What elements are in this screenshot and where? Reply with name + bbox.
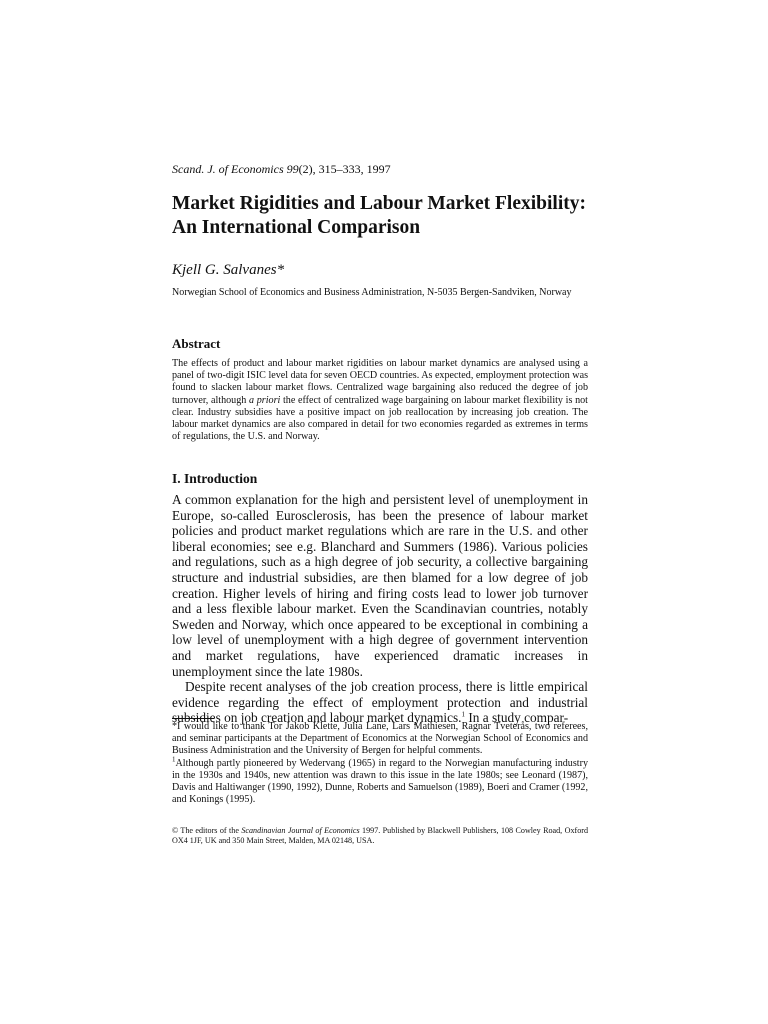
introduction-paragraph-1: A common explanation for the high and persistent level of unemployment in Europe, so-called Eurosclerosis, has been the presence of labour market policies and product market regulations which are rare in the U.S. and other liberal economies; see e.g. Blanchard and Summers (1986). Various policies and regulations, such as a high degree of job security, a collective bargaining structure and industrial subsidies, are then blamed for a low degree of job creation. Higher levels of hiring and firing costs lead to lower job turnover and a less flexible labour market. Even the Scandinavian countries, notably Sweden and Norway, which once appeared to be exceptional in combining a low level of unemployment with a high degree of government intervention and market regulations, have experienced dramatic increases in unemployment since the late 1980s. bbox=[172, 492, 588, 679]
abstract-emphasis: a priori bbox=[249, 394, 281, 406]
copyright-notice bbox=[172, 826, 588, 846]
introduction-body bbox=[172, 492, 588, 726]
abstract-text bbox=[172, 358, 588, 443]
author-name: Kjell G. Salvanes* bbox=[172, 262, 285, 278]
journal-volume: 99 bbox=[286, 162, 299, 176]
abstract-heading: Abstract bbox=[172, 336, 221, 351]
footnote-1 bbox=[172, 755, 588, 807]
journal-name: Scand. J. of Economics bbox=[172, 162, 284, 176]
journal-reference bbox=[172, 162, 391, 177]
abstract-text-part-2: the effect of centralized wage bargaining on labour market flexibility is not clear. Industry subsidies have a positive impact on job reallocation by increasing job creation. The labour market dynamics are also compared in detail for two economies regarded as extremes in terms of regulations, the U.S. and Norway. bbox=[172, 394, 588, 443]
introduction-paragraph-2 bbox=[172, 679, 588, 726]
footnote-1-text: Although partly pioneered by Wedervang (1965) in regard to the Norwegian manufacturing industry in the 1930s and 1940s, new attention was drawn to this issue in the late 1980s; see Leonard (1987), Davis and Haltiwanger (1990, 1992), Dunne, Roberts and Samuelson (1989), Boeri and Cramer (1992, and Konings (1995). bbox=[172, 757, 588, 806]
copyright-journal-name: Scandinavian Journal of Economics bbox=[241, 826, 360, 835]
footnote-1-mark: 1 bbox=[172, 755, 176, 764]
footnote-divider bbox=[172, 718, 214, 719]
introduction-paragraph-2-tail: In a study compar- bbox=[465, 710, 569, 726]
section-heading-introduction: I. Introduction bbox=[172, 471, 258, 486]
introduction-paragraph-2-text: Despite recent analyses of the job creation process, there is little empirical evidence regarding the effect of employment protection and industrial subsidies on job creation and labour market dynamics. bbox=[172, 679, 588, 726]
article-title: Market Rigidities and Labour Market Flexibility: An International Comparison bbox=[172, 193, 586, 238]
author-affiliation: Norwegian School of Economics and Business Administration, N-5035 Bergen-Sandviken, Norway bbox=[172, 287, 572, 298]
footnote-acknowledgement: *I would like to thank Tor Jakob Klette, Julia Lane, Lars Mathiesen, Ragnar Tveterås, two referees, and seminar participants at the Department of Economics at the Norwegian School of Economics and Business Administration and the University of Bergen for helpful comments. bbox=[172, 721, 588, 757]
copyright-suffix: 1997. Published by Blackwell Publishers, 108 Cowley Road, Oxford OX4 1JF, UK and 350 Main Street, Malden, MA 02148, USA. bbox=[172, 826, 588, 845]
copyright-prefix: © The editors of the bbox=[172, 826, 242, 835]
abstract-text-part-1: The effects of product and labour market rigidities on labour market dynamics are analysed using a panel of two-digit ISIC level data for seven OECD countries. As expected, employment protection was found to slacken labour market flows. Centralized wage bargaining also reduced the degree of job turnover, although bbox=[172, 358, 588, 406]
footnote-1-reference: 1 bbox=[461, 710, 466, 719]
journal-issue-pages-year: (2), 315–333, 1997 bbox=[298, 162, 391, 176]
footnotes bbox=[172, 721, 588, 806]
